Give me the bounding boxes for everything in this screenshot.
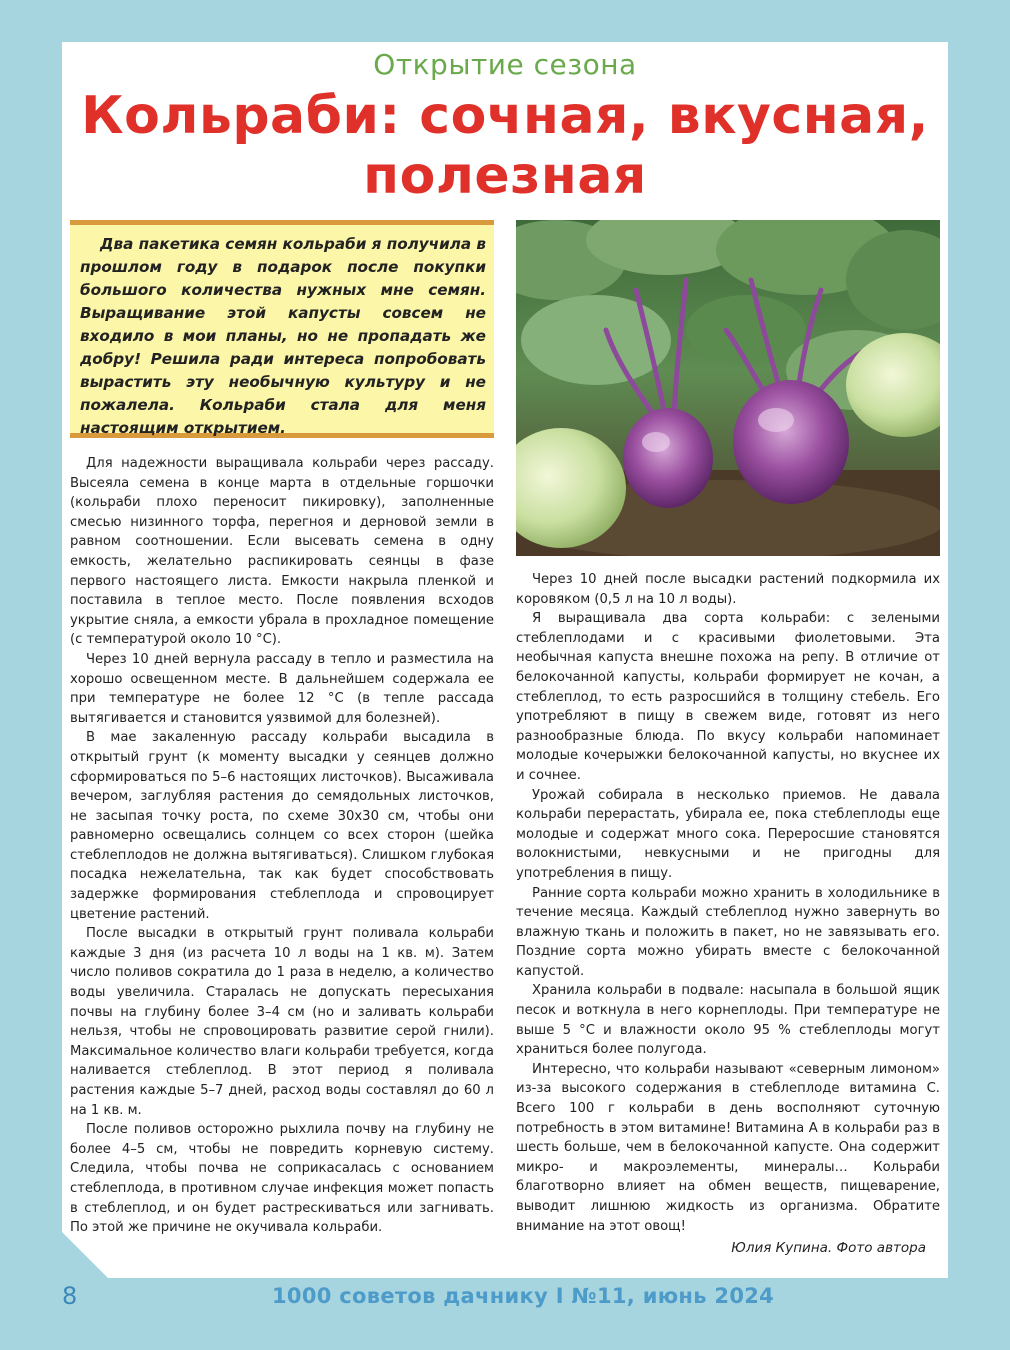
headline-line-1: Кольраби: сочная, вкусная,	[81, 86, 929, 146]
paragraph: В мае закаленную рассаду кольраби высадила в открытый грунт (к моменту высадки у сеянцев должно сформироваться по 5–6 настоящих листочков). Высаживала вечером, заглубляя растения до семядольных листочков, не засыпая точку роста, по схеме 30х30 см, чтобы они равномерно освещались солнцем со всех сторон (шейка стеблеплодов не должна вытягиваться). Слишком глубокая посадка нежелательна, так как будет способствовать задержке формирования стеблеплода и спровоцирует цветение растений.	[70, 730, 494, 922]
footer-title: 1000 советов дачнику I №11, июнь 2024	[272, 1284, 775, 1308]
byline: Юлия Купина. Фото автора	[731, 1240, 926, 1256]
paragraph: Интересно, что кольраби называют «северным лимоном» из-за высокого содержания в стеблеплоде витамина С. Всего 100 г кольраби в день восполняют суточную потребность в этом витамине! Витамина А в кольраби раз в шесть больше, чем в белокочанной капусте. Она содержит микро- и макроэлементы, минералы… Кольраби благотворно влияет на обмен веществ, пищеварение, выводит лишнюю жидкость из организма. Обратите внимание на этот овощ!	[516, 1061, 940, 1234]
paragraph: Я выращивала два сорта кольраби: с зелеными стеблеплодами и с красивыми фиолетовыми. Эта необычная капуста внешне похожа на репу. В отличие от белокочанной капусты, кольраби формирует не кочан, а стеблеплод, то есть разросшийся в толщину стебель. Его употребляют в пищу в свежем виде, готовят из него разнообразные блюда. По вкусу кольраби напоминает молодые кочерыжки белокочанной капусты, но вкуснее их и сочнее.	[516, 611, 940, 783]
paragraph: После поливов осторожно рыхлила почву на глубину не более 4–5 см, чтобы не повредить корневую систему. Следила, чтобы почва не соприкасалась с основанием стеблеплода, в противном случае инфекция может попасть в стеблеплод, и он будет растрескиваться или загнивать. По этой же причине не окучивала кольраби.	[70, 1122, 494, 1236]
kohlrabi-photo-illustration	[516, 220, 940, 556]
rubric: Открытие сезона	[373, 48, 637, 81]
kohlrabi-photo	[516, 220, 940, 556]
headline	[62, 86, 948, 206]
text-column-right	[516, 570, 940, 1236]
paragraph: Хранила кольраби в подвале: насыпала в большой ящик песок и воткнула в него корнеплоды. При температуре не выше 5 °С и влажности около 95 % стеблеплоды могут храниться более полугода.	[516, 983, 940, 1058]
lead-text: Два пакетика семян кольраби я получила в прошлом году в подарок после покупки большого количества нужных мне семян. Выращивание этой капусты совсем не входило в мои планы, но не пропадать же добру! Решила ради интереса попробовать вырастить эту необычную культуру и не пожалела. Кольраби стала для меня настоящим открытием.	[80, 235, 487, 437]
paragraph: Ранние сорта кольраби можно хранить в холодильнике в течение месяца. Каждый стеблеплод нужно завернуть во влажную ткань и положить в пакет, но не завязывать его. Поздние сорта можно убирать вместе с белокочанной капустой.	[516, 885, 940, 979]
paragraph: Через 10 дней вернула рассаду в тепло и разместила на хорошо освещенном месте. В дальнейшем содержала ее при температуре не более 12 °С (в тепле рассада вытягивается и становится уязвимой для болезней).	[70, 651, 494, 726]
page-number: 8	[62, 1282, 78, 1310]
paragraph: Через 10 дней после высадки растений подкормила их коровяком (0,5 л на 10 л воды).	[516, 572, 940, 607]
paragraph: Для надежности выращивала кольраби через рассаду. Высеяла семена в конце марта в отдельные горшочки (кольраби плохо переносит пикировку), заполненные смесью низинного торфа, перегноя и дерновой земли в равном соотношении. Если высевать семена в одну емкость, желательно распикировать сеянцы в фазе первого настоящего листа. Емкости накрыла пленкой и поставила в теплое место. После появления всходов укрытие сняла, а емкости убрала в прохладное помещение (с температурой около 10 °С).	[70, 456, 494, 648]
headline-line-2: полезная	[363, 146, 647, 206]
lead-box	[70, 220, 494, 438]
page-corner-cut	[62, 1232, 110, 1280]
paragraph: Урожай собирала в несколько приемов. Не давала кольраби перерастать, убирала ее, пока стеблеплоды еще молодые и содержат много сока. Переросшие становятся волокнистыми, невкусными и не пригодны для употребления в пищу.	[516, 787, 940, 881]
text-column-left	[70, 454, 494, 1238]
paragraph: После высадки в открытый грунт поливала кольраби каждые 3 дня (из расчета 10 л воды на 1 кв. м). Затем число поливов сократила до 1 раза в неделю, а количество воды увеличила. Старалась не допускать пересыхания почвы на глубину более 3–4 см (но и заливать кольраби нельзя, чтобы не спровоцировать развитие серой гнили). Максимальное количество влаги кольраби требуется, когда наливается стеблеплод. В этот период я поливала растения каждые 5–7 дней, расход воды составлял до 60 л на 1 кв. м.	[70, 926, 494, 1118]
